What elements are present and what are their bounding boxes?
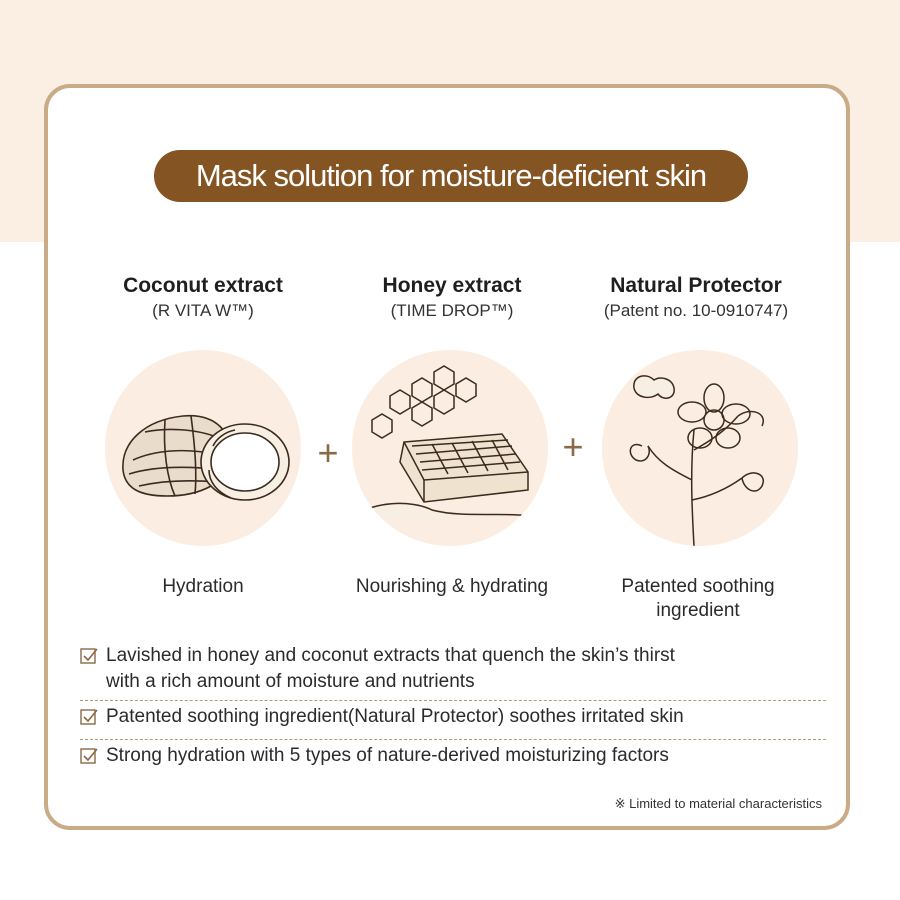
feature-text: Strong hydration with 5 types of nature-derived moisturizing factors bbox=[106, 745, 669, 766]
feature-item bbox=[80, 740, 826, 778]
honeycomb-icon bbox=[352, 350, 548, 546]
ingredient-name: Coconut extract bbox=[123, 274, 283, 297]
headline-banner: Mask solution for moisture-deficient skin bbox=[154, 150, 748, 202]
ingredient-subtitle: (Patent no. 10-0910747) bbox=[603, 301, 789, 320]
footnote: ※ Limited to material characteristics bbox=[614, 796, 822, 811]
benefit-label: Nourishing & hydrating bbox=[355, 576, 549, 597]
benefit-line: ingredient bbox=[656, 600, 740, 621]
plus-sign: + bbox=[562, 426, 584, 467]
ingredient-subtitle: (R VITA W™) bbox=[152, 301, 254, 320]
ingredient-subtitle: (TIME DROP™) bbox=[390, 301, 514, 320]
feature-text: Lavished in honey and coconut extracts that quench the skin’s thirst bbox=[106, 645, 675, 666]
checkbox-icon bbox=[80, 647, 106, 673]
coconut-icon bbox=[105, 350, 301, 546]
ingredient-name: Natural Protector bbox=[610, 274, 782, 297]
ingredient-name: Honey extract bbox=[382, 274, 522, 297]
feature-item bbox=[80, 640, 826, 701]
benefit-line: Patented soothing bbox=[621, 576, 775, 597]
feature-text: Patented soothing ingredient(Natural Protector) soothes irritated skin bbox=[106, 706, 684, 727]
checkbox-icon bbox=[80, 747, 106, 773]
feature-item bbox=[80, 701, 826, 740]
feature-list bbox=[80, 640, 826, 778]
benefit-label: Hydration bbox=[162, 576, 244, 597]
feature-text: with a rich amount of moisture and nutrients bbox=[106, 671, 475, 692]
plus-sign: + bbox=[317, 432, 339, 473]
benefit-label bbox=[568, 575, 828, 623]
checkbox-icon bbox=[80, 708, 106, 734]
ingredient-coconut bbox=[73, 273, 333, 323]
flower-icon bbox=[602, 350, 798, 546]
ingredient-natural-protector bbox=[566, 273, 826, 323]
ingredient-honey bbox=[322, 273, 582, 323]
